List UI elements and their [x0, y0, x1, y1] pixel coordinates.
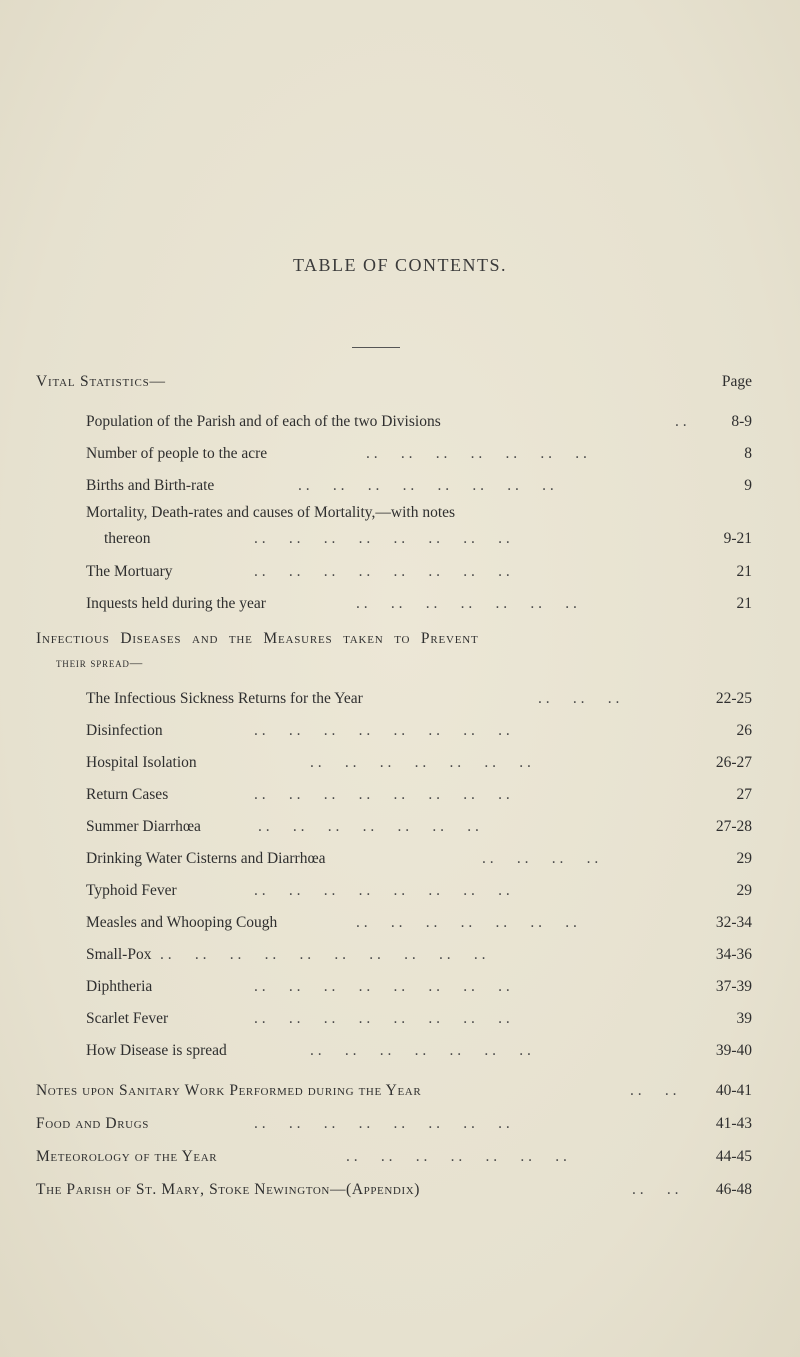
toc-entry-page: 29: [736, 882, 752, 899]
toc-entry-page: 32-34: [715, 914, 752, 931]
leader-dots: . .: [675, 413, 687, 430]
toc-entry-label: Diphtheria: [86, 978, 153, 995]
toc-entry-page: 8-9: [731, 413, 752, 430]
toc-entry-label: Population of the Parish and of each of the two Divisions: [86, 413, 441, 430]
leader-dots: . . . . . . . . . . . . . .: [356, 914, 577, 931]
toc-entry-page: 9: [744, 477, 752, 494]
toc-section-label: Notes upon Sanitary Work Performed during the Year: [36, 1082, 422, 1099]
toc-entry: [0, 752, 800, 778]
toc-entry-page: 39: [736, 1010, 752, 1027]
toc-entry-page: 8: [744, 445, 752, 462]
toc-entry-label: Number of people to the acre: [86, 445, 268, 462]
toc-entry-page: 29: [736, 850, 752, 867]
leader-dots: . . . . . . . . . . . . . . . .: [254, 563, 510, 580]
toc-entry: [0, 443, 800, 469]
toc-entry: [0, 816, 800, 842]
toc-entry-label: Small-Pox: [86, 946, 152, 963]
leader-dots: . . . . . . . . . . . . . .: [366, 445, 587, 462]
leader-dots: . . . . . . . . . . . . . . . .: [254, 1115, 510, 1132]
leader-dots: . . . . . . . . . . . . . . . .: [254, 722, 510, 739]
toc-entry-label: Disinfection: [86, 722, 163, 739]
leader-dots: . . . . . . . . . . . . . .: [310, 754, 531, 771]
toc-entry-page: 26-27: [715, 754, 752, 771]
leader-dots: . . . . . . . . . . . . . .: [310, 1042, 531, 1059]
toc-entry-label: Scarlet Fever: [86, 1010, 169, 1027]
leader-dots: . . . . . . . . . . . . . .: [258, 818, 479, 835]
toc-entry-label: The Mortuary: [86, 563, 173, 580]
toc-entry-page: 21: [736, 563, 752, 580]
title-divider: [352, 347, 400, 348]
toc-entry: [0, 561, 800, 587]
page-title: TABLE OF CONTENTS.: [292, 255, 508, 275]
toc-entry-label: Births and Birth-rate: [86, 477, 215, 494]
leader-dots: . . . . . . . . . . . . . . . .: [254, 978, 510, 995]
leader-dots: . . . .: [632, 1181, 679, 1198]
toc-entry-page: 9-21: [723, 530, 752, 547]
toc-entry-page: 22-25: [715, 690, 752, 707]
toc-entry: [0, 944, 800, 970]
leader-dots: . . . . . . . .: [482, 850, 599, 867]
leader-dots: . . . . . . . . . . . . . . . .: [254, 530, 510, 547]
toc-entry-page: 44-45: [715, 1148, 752, 1165]
toc-entry: [0, 912, 800, 938]
toc-entry: [0, 848, 800, 874]
toc-entry-page: 27: [736, 786, 752, 803]
toc-entry: [0, 976, 800, 1002]
toc-section-label: The Parish of St. Mary, Stoke Newington—(Appendix): [36, 1181, 421, 1198]
toc-entry-label: Hospital Isolation: [86, 754, 197, 771]
toc-entry: [0, 528, 800, 554]
toc-section-entry: [0, 1146, 800, 1172]
toc-entry: [0, 880, 800, 906]
toc-entry-page: 41-43: [715, 1115, 752, 1132]
toc-entry: [0, 1040, 800, 1066]
toc-section-label: Food and Drugs: [36, 1115, 149, 1132]
leader-dots: . . . . . . . . . . . . . .: [356, 595, 577, 612]
section-heading-vital-statistics: Vital Statistics—: [36, 373, 166, 390]
toc-entry-label-line2: thereon: [104, 530, 151, 547]
leader-dots: . . . . . . . . . . . . . .: [346, 1148, 567, 1165]
section-heading-infectious-diseases: Infectious Diseases and the Measures taken to Prevent: [36, 630, 479, 647]
toc-entry-page: 40-41: [715, 1082, 752, 1099]
toc-entry-label: Drinking Water Cisterns and Diarrhœa: [86, 850, 326, 867]
toc-entry: [0, 688, 800, 714]
toc-entry: [0, 475, 800, 501]
toc-entry: [0, 784, 800, 810]
leader-dots: . . . . . . . . . . . . . . . .: [254, 1010, 510, 1027]
toc-entry-page: 34-36: [715, 946, 752, 963]
leader-dots: . . . .: [630, 1082, 677, 1099]
toc-section-label: Meteorology of the Year: [36, 1148, 218, 1165]
toc-entry-label: How Disease is spread: [86, 1042, 227, 1059]
toc-entry-label: The Infectious Sickness Returns for the Year: [86, 690, 363, 707]
toc-entry-label: Summer Diarrhœa: [86, 818, 201, 835]
toc-entry-page: 46-48: [715, 1181, 752, 1198]
toc-entry-page: 39-40: [715, 1042, 752, 1059]
toc-entry-page: 37-39: [715, 978, 752, 995]
toc-entry: [0, 411, 800, 437]
toc-section-entry: [0, 1113, 800, 1139]
leader-dots: . . . . . . . . . . . . . . . . . . . .: [160, 946, 486, 963]
toc-entry-page: 27-28: [715, 818, 752, 835]
toc-entry: [0, 1008, 800, 1034]
toc-entry: [0, 720, 800, 746]
leader-dots: . . . . . . . . . . . . . . . .: [298, 477, 554, 494]
toc-entry-label-line1: Mortality, Death-rates and causes of Mortality,—with notes: [86, 504, 456, 521]
leader-dots: . . . . . . . . . . . . . . . .: [254, 786, 510, 803]
toc-entry-label: Return Cases: [86, 786, 169, 803]
toc-section-entry: [0, 1179, 800, 1205]
toc-entry-page: 26: [736, 722, 752, 739]
page-column-header: Page: [721, 373, 752, 390]
section-heading-infectious-diseases-line2: their spread—: [56, 656, 144, 670]
leader-dots: . . . . . .: [538, 690, 620, 707]
toc-entry: [0, 593, 800, 619]
toc-section-entry: [0, 1080, 800, 1106]
leader-dots: . . . . . . . . . . . . . . . .: [254, 882, 510, 899]
toc-entry-label: Inquests held during the year: [86, 595, 266, 612]
toc-entry-page: 21: [736, 595, 752, 612]
toc-entry-label: Measles and Whooping Cough: [86, 914, 278, 931]
toc-entry-label: Typhoid Fever: [86, 882, 177, 899]
